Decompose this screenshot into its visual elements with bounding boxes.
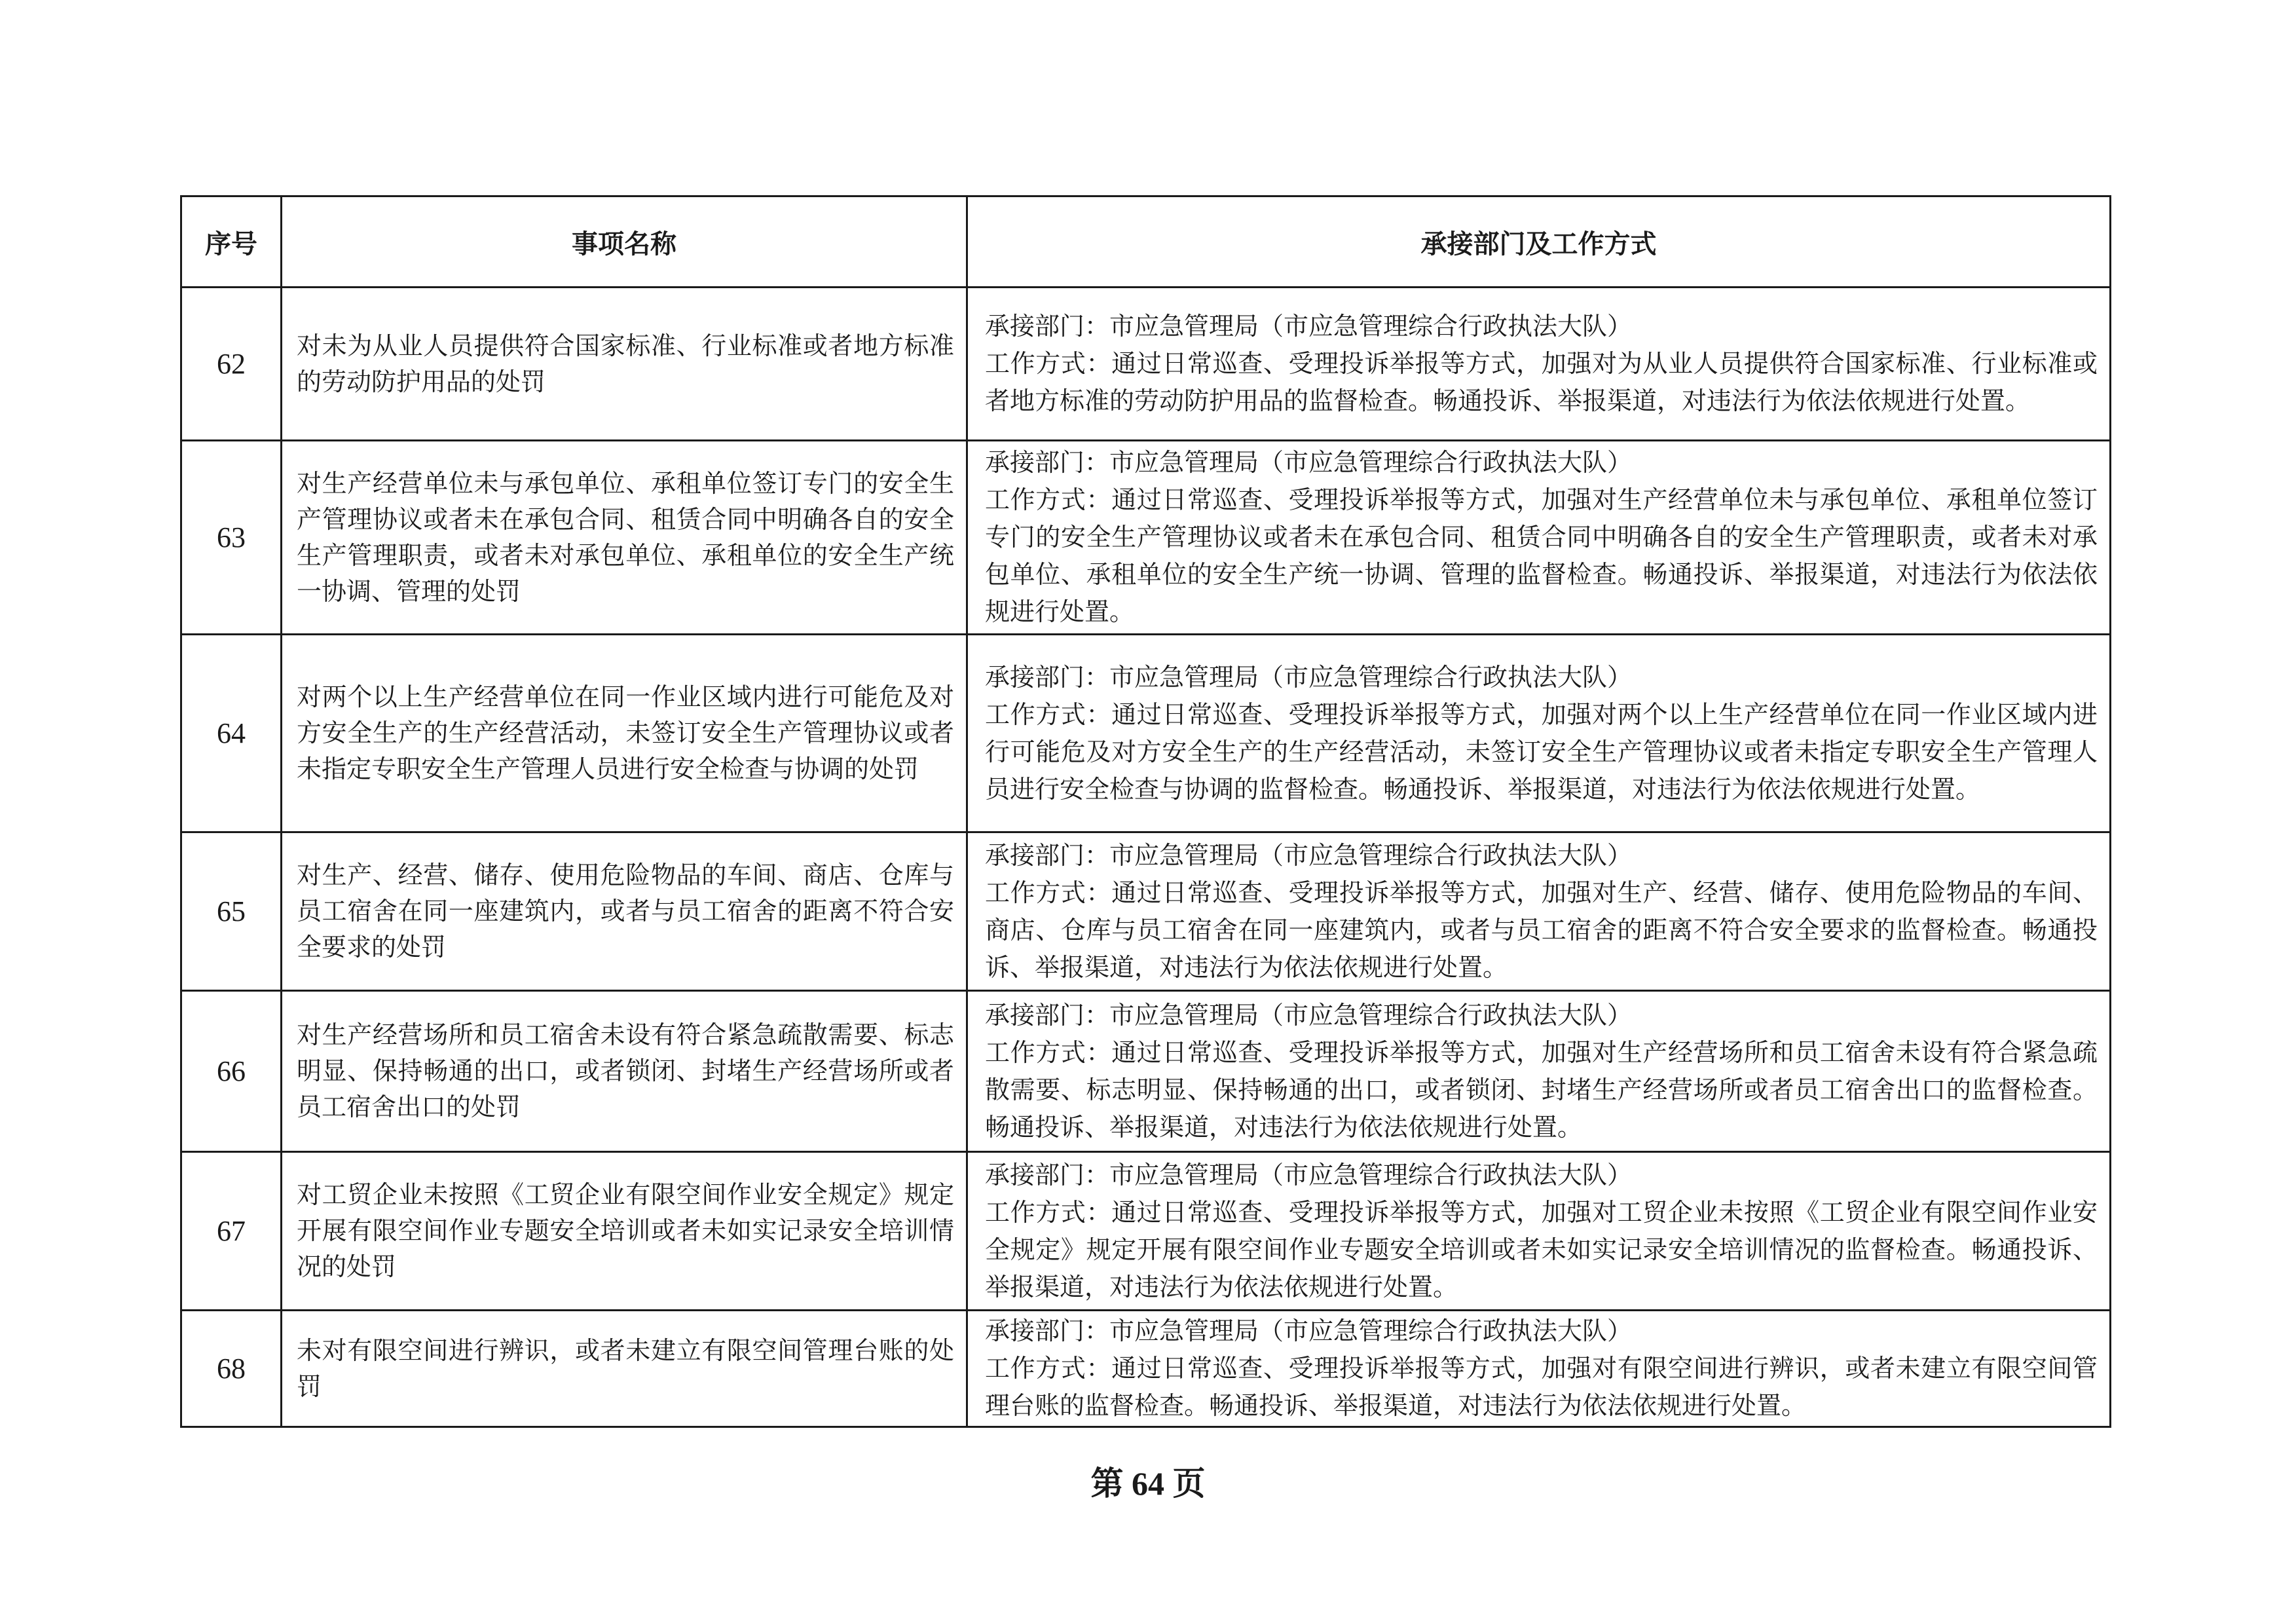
table-row	[181, 1311, 2111, 1427]
table-row	[181, 1152, 2111, 1311]
row-item-name: 对未为从业人员提供符合国家标准、行业标准或者地方标准的劳动防护用品的处罚	[282, 288, 967, 441]
header-department-method: 承接部门及工作方式	[967, 196, 2111, 288]
row-work-method: 工作方式：通过日常巡查、受理投诉举报等方式，加强对生产经营场所和员工宿舍未设有符合紧急疏散需要、标志明显、保持畅通的出口，或者锁闭、封堵生产经营场所或者员工宿舍出口的监督检查。畅通投诉、举报渠道，对违法行为依法依规进行处置。	[985, 1037, 2098, 1142]
header-serial-number: 序号	[181, 196, 282, 288]
items-table	[180, 195, 2111, 1428]
row-item-name: 对生产经营单位未与承包单位、承租单位签订专门的安全生产管理协议或者未在承包合同、租赁合同中明确各自的安全生产管理职责，或者未对承包单位、承租单位的安全生产统一协调、管理的处罚	[282, 441, 967, 635]
table-header-row	[181, 196, 2111, 288]
row-serial-number: 68	[181, 1311, 282, 1427]
row-serial-number: 63	[181, 441, 282, 635]
row-work-method: 工作方式：通过日常巡查、受理投诉举报等方式，加强对为从业人员提供符合国家标准、行业标准或者地方标准的劳动防护用品的监督检查。畅通投诉、举报渠道，对违法行为依法依规进行处置。	[985, 349, 2098, 415]
row-department-method	[967, 1311, 2111, 1427]
row-department-method	[967, 288, 2111, 441]
row-work-method: 工作方式：通过日常巡查、受理投诉举报等方式，加强对生产、经营、储存、使用危险物品的车间、商店、仓库与员工宿舍在同一座建筑内，或者与员工宿舍的距离不符合安全要求的监督检查。畅通投诉、举报渠道，对违法行为依法依规进行处置。	[985, 878, 2098, 982]
table-row	[181, 635, 2111, 832]
row-work-method: 工作方式：通过日常巡查、受理投诉举报等方式，加强对生产经营单位未与承包单位、承租单位签订专门的安全生产管理协议或者未在承包合同、租赁合同中明确各自的安全生产管理职责，或者未对承包单位、承租单位的安全生产统一协调、管理的监督检查。畅通投诉、举报渠道，对违法行为依法依规进行处置。	[985, 485, 2098, 626]
row-item-name: 对生产、经营、储存、使用危险物品的车间、商店、仓库与员工宿舍在同一座建筑内，或者与员工宿舍的距离不符合安全要求的处罚	[282, 832, 967, 991]
row-department-method	[967, 441, 2111, 635]
table-row	[181, 832, 2111, 991]
row-department: 承接部门：市应急管理局（市应急管理综合行政执法大队）	[985, 840, 1633, 870]
row-work-method: 工作方式：通过日常巡查、受理投诉举报等方式，加强对工贸企业未按照《工贸企业有限空间作业安全规定》规定开展有限空间作业专题安全培训或者未如实记录安全培训情况的监督检查。畅通投诉、举报渠道，对违法行为依法依规进行处置。	[985, 1197, 2098, 1301]
row-department: 承接部门：市应急管理局（市应急管理综合行政执法大队）	[985, 1160, 1633, 1189]
row-item-name: 对生产经营场所和员工宿舍未设有符合紧急疏散需要、标志明显、保持畅通的出口，或者锁闭、封堵生产经营场所或者员工宿舍出口的处罚	[282, 991, 967, 1152]
row-serial-number: 65	[181, 832, 282, 991]
row-department: 承接部门：市应急管理局（市应急管理综合行政执法大队）	[985, 1000, 1633, 1030]
row-serial-number: 64	[181, 635, 282, 832]
page-number: 第 64 页	[1090, 1465, 1206, 1502]
row-department: 承接部门：市应急管理局（市应急管理综合行政执法大队）	[985, 1316, 1633, 1345]
row-department-method	[967, 1152, 2111, 1311]
row-serial-number: 66	[181, 991, 282, 1152]
row-department-method	[967, 635, 2111, 832]
table-row	[181, 991, 2111, 1152]
table-row	[181, 288, 2111, 441]
row-work-method: 工作方式：通过日常巡查、受理投诉举报等方式，加强对有限空间进行辨识，或者未建立有限空间管理台账的监督检查。畅通投诉、举报渠道，对违法行为依法依规进行处置。	[985, 1354, 2098, 1420]
row-department: 承接部门：市应急管理局（市应急管理综合行政执法大队）	[985, 662, 1633, 692]
row-item-name: 对两个以上生产经营单位在同一作业区域内进行可能危及对方安全生产的生产经营活动，未签订安全生产管理协议或者未指定专职安全生产管理人员进行安全检查与协调的处罚	[282, 635, 967, 832]
header-item-name: 事项名称	[282, 196, 967, 288]
row-department-method	[967, 832, 2111, 991]
table-row	[181, 441, 2111, 635]
row-serial-number: 62	[181, 288, 282, 441]
row-item-name: 对工贸企业未按照《工贸企业有限空间作业安全规定》规定开展有限空间作业专题安全培训或者未如实记录安全培训情况的处罚	[282, 1152, 967, 1311]
row-department: 承接部门：市应急管理局（市应急管理综合行政执法大队）	[985, 312, 1633, 341]
items-table-container	[180, 195, 2109, 1428]
row-department-method	[967, 991, 2111, 1152]
row-item-name: 未对有限空间进行辨识，或者未建立有限空间管理台账的处罚	[282, 1311, 967, 1427]
row-serial-number: 67	[181, 1152, 282, 1311]
row-work-method: 工作方式：通过日常巡查、受理投诉举报等方式，加强对两个以上生产经营单位在同一作业区域内进行可能危及对方安全生产的生产经营活动，未签订安全生产管理协议或者未指定专职安全生产管理人员进行安全检查与协调的监督检查。畅通投诉、举报渠道，对违法行为依法依规进行处置。	[985, 700, 2098, 804]
row-department: 承接部门：市应急管理局（市应急管理综合行政执法大队）	[985, 448, 1633, 477]
